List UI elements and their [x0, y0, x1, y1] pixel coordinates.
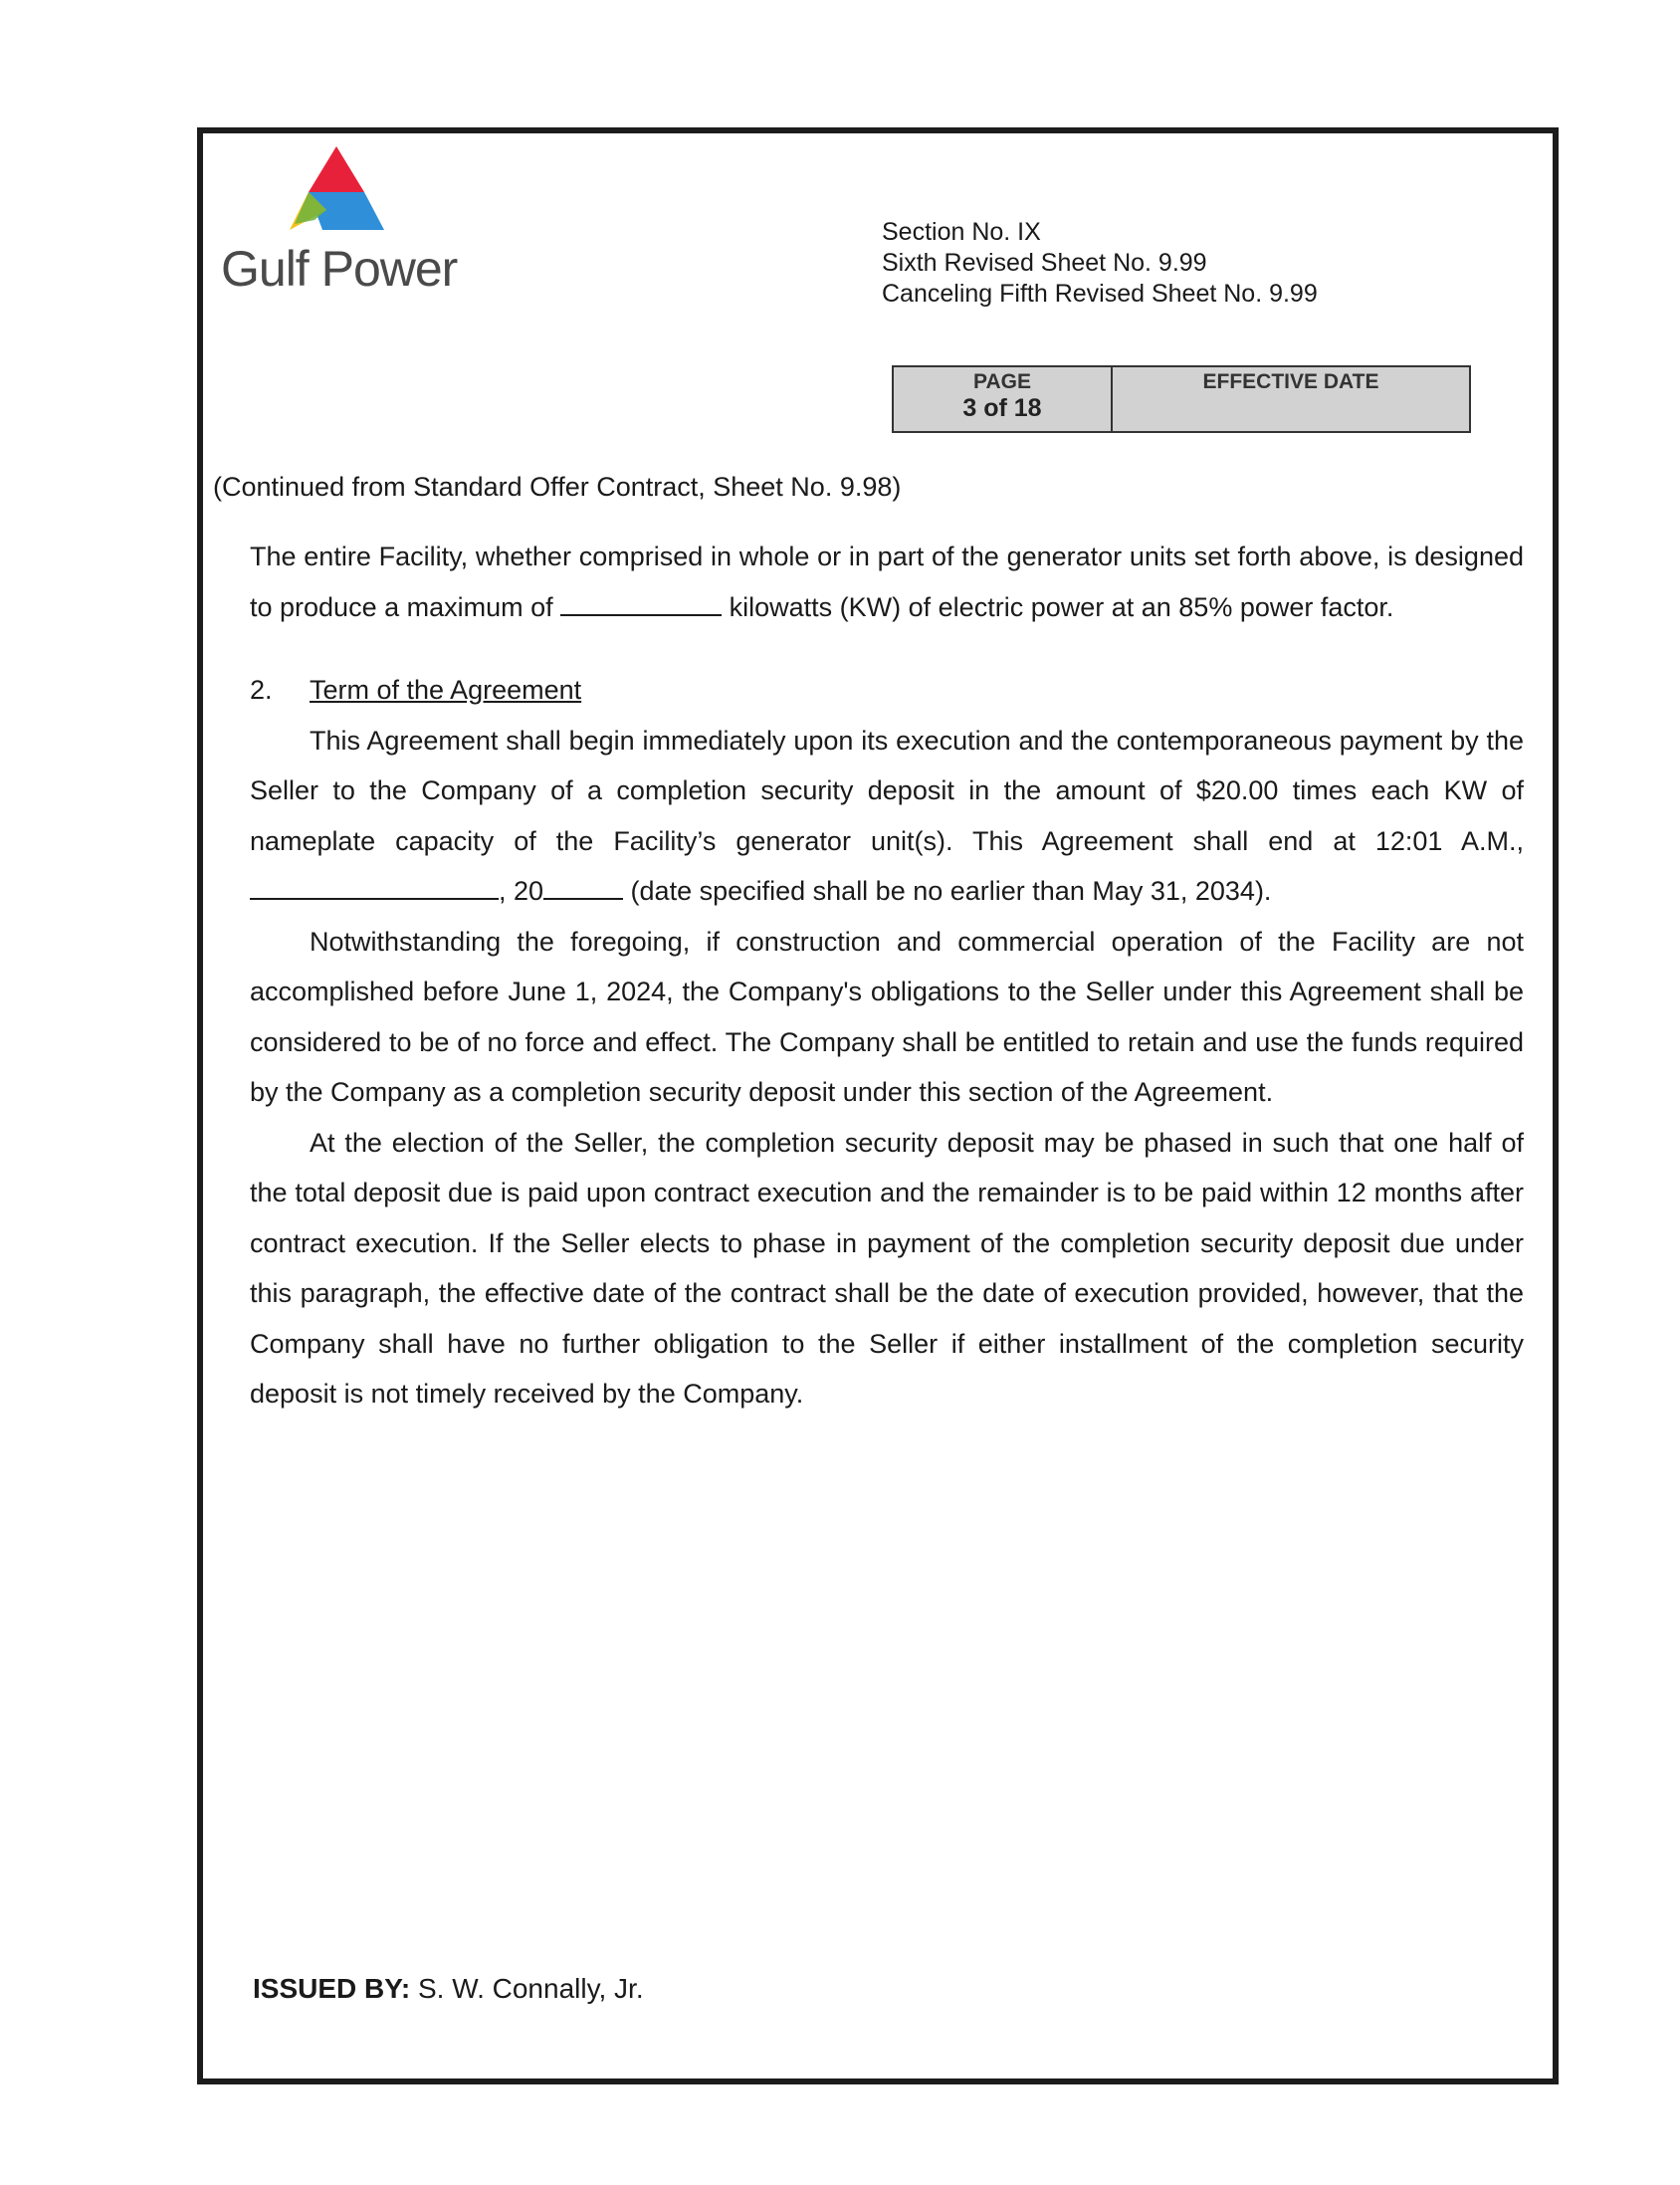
document-body [250, 532, 1524, 1420]
issued-by [253, 1973, 644, 2005]
year-blank [543, 874, 623, 900]
section-title: Term of the Agreement [310, 675, 582, 705]
kw-blank [560, 590, 722, 616]
sheet-info [882, 217, 1318, 310]
revised-sheet: Sixth Revised Sheet No. 9.99 [882, 249, 1207, 277]
effective-date-cell [1113, 367, 1469, 431]
canceling-sheet: Canceling Fifth Revised Sheet No. 9.99 [882, 280, 1318, 308]
section-heading [250, 665, 1524, 716]
continued-note: (Continued from Standard Offer Contract, Sheet No. 9.98) [213, 472, 902, 502]
election-paragraph: At the election of the Seller, the completion security deposit may be phased in such that one half of the total deposit due is paid upon contract execution and the remainder is to be paid within 12 months after contract execution. If the Seller elects to phase in payment of the completion security deposit due under this paragraph, the effective date of the contract shall be the date of execution provided, however, that the Company shall have no further obligation to the Seller if either installment of the completion security deposit is not timely received by the Company. [250, 1127, 1524, 1409]
date-blank [250, 874, 499, 900]
page-label: PAGE [973, 370, 1031, 393]
facility-text-2: kilowatts (KW) of electric power at an 85% power factor. [722, 591, 1394, 622]
facility-text-1: The entire Facility, whether comprised in whole or in part of the generator units set forth above, is designed to produce a maximum of [250, 542, 1524, 622]
effective-date-label: EFFECTIVE DATE [1202, 370, 1379, 393]
section-number: 2. [250, 675, 273, 705]
notwithstanding-paragraph: Notwithstanding the foregoing, if construction and commercial operation of the Facility are not accomplished before June 1, 2024, the Company's obligations to the Seller under this Agreement shall be considered to be of no force and effect. The Company shall be entitled to retain and use the funds required by the Company as a completion security deposit under this section of the Agreement. [250, 926, 1524, 1107]
facility-paragraph [250, 532, 1524, 632]
page-value: 3 of 18 [962, 394, 1042, 422]
page-cell [894, 367, 1113, 431]
issued-label: ISSUED BY: [253, 1973, 411, 2004]
page-info-box [892, 365, 1471, 433]
issued-name: S. W. Connally, Jr. [417, 1973, 644, 2004]
term-text-1: This Agreement shall begin immediately upon its execution and the contemporaneous payment by the Seller to the Company of a completion security deposit in the amount of $20.00 times each KW of nameplate capacity of the Facility’s generator unit(s). This Agreement shall end at 12:01 A.M., [250, 725, 1524, 856]
term-text-3: (date specified shall be no earlier than May 31, 2034). [623, 876, 1272, 906]
logo-text: Gulf Power [221, 241, 458, 297]
section-number: Section No. IX [882, 218, 1041, 246]
gulf-power-triangle-icon [287, 144, 386, 232]
company-logo [217, 144, 466, 304]
term-text-2: , 20 [499, 876, 544, 906]
term-paragraph [250, 716, 1524, 917]
